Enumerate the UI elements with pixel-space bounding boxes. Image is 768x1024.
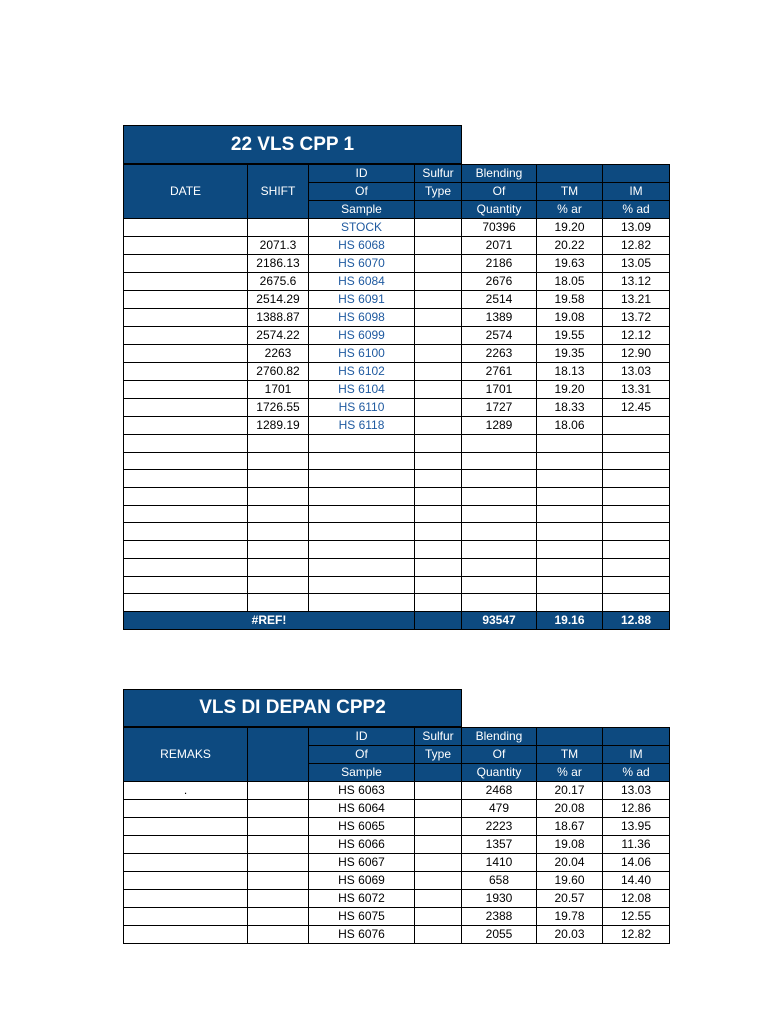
cell-sulfur (415, 488, 462, 506)
cell-sulfur (415, 818, 462, 836)
table-row (124, 836, 670, 854)
vls-depan-cpp2-table (123, 727, 670, 944)
cell-im: 12.82 (603, 926, 670, 944)
table-row (124, 399, 670, 417)
cell-tm (537, 523, 603, 541)
cell-im (603, 505, 670, 523)
header-remaks: REMAKS (124, 728, 248, 782)
table-row (124, 576, 670, 594)
table-row (124, 926, 670, 944)
cell-im: 13.95 (603, 818, 670, 836)
table-row (124, 309, 670, 327)
cell-date (124, 435, 248, 453)
cell-quantity: 2468 (462, 782, 537, 800)
table-row (124, 327, 670, 345)
cell-tm: 20.22 (537, 237, 603, 255)
cell-quantity: 479 (462, 800, 537, 818)
cell-id: HS 6066 (309, 836, 415, 854)
cell-sulfur (415, 470, 462, 488)
total-sulfur (415, 611, 462, 629)
cell-id (309, 576, 415, 594)
cell-tm (537, 541, 603, 559)
cell-remaks (124, 872, 248, 890)
header-id-line2: Of (309, 746, 415, 764)
cell-date (124, 488, 248, 506)
cell-quantity: 2263 (462, 345, 537, 363)
cell-blank (248, 800, 309, 818)
cell-id: HS 6102 (309, 363, 415, 381)
cell-sulfur (415, 800, 462, 818)
cell-shift (248, 488, 309, 506)
table-row (124, 890, 670, 908)
table-row (124, 273, 670, 291)
cell-tm: 19.08 (537, 836, 603, 854)
total-tm: 19.16 (537, 611, 603, 629)
cell-im (603, 452, 670, 470)
header-blending-line2: Of (462, 746, 537, 764)
cell-sulfur (415, 926, 462, 944)
cell-id: STOCK (309, 219, 415, 237)
cell-sulfur (415, 309, 462, 327)
cell-id: HS 6063 (309, 782, 415, 800)
header-id-line3: Sample (309, 764, 415, 782)
cell-sulfur (415, 291, 462, 309)
cell-im: 12.55 (603, 908, 670, 926)
cell-shift (248, 435, 309, 453)
cell-tm: 20.57 (537, 890, 603, 908)
cell-im: 12.90 (603, 345, 670, 363)
cell-id (309, 488, 415, 506)
cell-id: HS 6069 (309, 872, 415, 890)
cell-sulfur (415, 872, 462, 890)
cell-shift: 1701 (248, 381, 309, 399)
cell-quantity: 1701 (462, 381, 537, 399)
cell-tm: 18.13 (537, 363, 603, 381)
cell-date (124, 399, 248, 417)
cell-quantity: 1727 (462, 399, 537, 417)
cell-shift: 2186.13 (248, 255, 309, 273)
cell-date (124, 452, 248, 470)
table-row (124, 818, 670, 836)
table-row (124, 452, 670, 470)
table1-total-row (124, 611, 670, 629)
header-id-line1: ID (309, 165, 415, 183)
header-im-blank (603, 728, 670, 746)
cell-remaks (124, 818, 248, 836)
cell-sulfur (415, 399, 462, 417)
header-blank (248, 728, 309, 782)
cell-sulfur (415, 890, 462, 908)
cell-quantity (462, 488, 537, 506)
header-tm: TM (537, 746, 603, 764)
header-sulfur-line3 (415, 764, 462, 782)
cell-im (603, 594, 670, 612)
cell-quantity (462, 505, 537, 523)
cell-shift (248, 505, 309, 523)
table-row (124, 219, 670, 237)
cell-im (603, 435, 670, 453)
header-blending-line1: Blending (462, 728, 537, 746)
cell-id: HS 6065 (309, 818, 415, 836)
cell-id: HS 6084 (309, 273, 415, 291)
cell-date (124, 505, 248, 523)
cell-id: HS 6075 (309, 908, 415, 926)
cell-id: HS 6099 (309, 327, 415, 345)
cell-quantity: 658 (462, 872, 537, 890)
cell-shift (248, 576, 309, 594)
cell-quantity: 70396 (462, 219, 537, 237)
cell-date (124, 558, 248, 576)
cell-shift: 2760.82 (248, 363, 309, 381)
cell-im (603, 470, 670, 488)
cell-date (124, 345, 248, 363)
cell-tm: 20.03 (537, 926, 603, 944)
cell-shift (248, 470, 309, 488)
cell-quantity: 2388 (462, 908, 537, 926)
cell-im: 13.05 (603, 255, 670, 273)
cell-quantity (462, 594, 537, 612)
header-im-unit: % ad (603, 201, 670, 219)
table2-body (124, 782, 670, 944)
header-sulfur-line2: Type (415, 746, 462, 764)
cell-date (124, 309, 248, 327)
cell-remaks (124, 890, 248, 908)
cell-id: HS 6118 (309, 417, 415, 435)
table-row (124, 417, 670, 435)
cell-im: 14.40 (603, 872, 670, 890)
cell-remaks (124, 926, 248, 944)
cell-tm (537, 505, 603, 523)
cell-tm (537, 558, 603, 576)
header-im: IM (603, 746, 670, 764)
cell-date (124, 363, 248, 381)
cell-tm: 20.08 (537, 800, 603, 818)
cell-sulfur (415, 558, 462, 576)
cell-blank (248, 890, 309, 908)
cell-sulfur (415, 417, 462, 435)
cell-remaks: . (124, 782, 248, 800)
header-tm-unit: % ar (537, 201, 603, 219)
total-label: #REF! (124, 611, 415, 629)
cell-id: HS 6098 (309, 309, 415, 327)
cell-im: 13.03 (603, 363, 670, 381)
table-row (124, 782, 670, 800)
header-tm: TM (537, 183, 603, 201)
cell-quantity: 2761 (462, 363, 537, 381)
header-blending-line1: Blending (462, 165, 537, 183)
cell-date (124, 541, 248, 559)
cell-tm: 19.35 (537, 345, 603, 363)
cell-id (309, 558, 415, 576)
cell-im (603, 523, 670, 541)
cell-im: 12.86 (603, 800, 670, 818)
cell-quantity: 2071 (462, 237, 537, 255)
cell-shift (248, 452, 309, 470)
cell-sulfur (415, 576, 462, 594)
cell-id (309, 452, 415, 470)
table-row (124, 523, 670, 541)
cell-tm: 19.60 (537, 872, 603, 890)
cell-tm: 18.67 (537, 818, 603, 836)
cell-quantity (462, 452, 537, 470)
cell-quantity: 2055 (462, 926, 537, 944)
cell-remaks (124, 800, 248, 818)
cell-id: HS 6104 (309, 381, 415, 399)
cell-sulfur (415, 594, 462, 612)
vls-cpp1-table (123, 164, 670, 630)
cell-quantity (462, 558, 537, 576)
cell-sulfur (415, 452, 462, 470)
cell-date (124, 576, 248, 594)
table2-title: VLS DI DEPAN CPP2 (123, 689, 462, 727)
cell-sulfur (415, 836, 462, 854)
cell-sulfur (415, 908, 462, 926)
cell-date (124, 327, 248, 345)
cell-sulfur (415, 273, 462, 291)
cell-shift (248, 594, 309, 612)
cell-im: 11.36 (603, 836, 670, 854)
cell-sulfur (415, 237, 462, 255)
header-im-blank (603, 165, 670, 183)
header-blending-line3: Quantity (462, 201, 537, 219)
cell-quantity: 2574 (462, 327, 537, 345)
cell-tm: 18.05 (537, 273, 603, 291)
cell-date (124, 255, 248, 273)
cell-tm: 19.20 (537, 219, 603, 237)
table-row (124, 854, 670, 872)
cell-id: HS 6100 (309, 345, 415, 363)
cell-quantity (462, 523, 537, 541)
table1-title: 22 VLS CPP 1 (123, 125, 462, 164)
cell-sulfur (415, 435, 462, 453)
cell-date (124, 594, 248, 612)
cell-sulfur (415, 255, 462, 273)
cell-blank (248, 854, 309, 872)
table-row (124, 237, 670, 255)
cell-date (124, 273, 248, 291)
table-row (124, 363, 670, 381)
cell-shift: 2514.29 (248, 291, 309, 309)
cell-shift (248, 558, 309, 576)
cell-tm: 19.08 (537, 309, 603, 327)
cell-id (309, 505, 415, 523)
table-row (124, 558, 670, 576)
cell-quantity (462, 576, 537, 594)
cell-im (603, 558, 670, 576)
cell-im: 13.31 (603, 381, 670, 399)
cell-id: HS 6076 (309, 926, 415, 944)
cell-shift: 1388.87 (248, 309, 309, 327)
cell-quantity: 1930 (462, 890, 537, 908)
cell-id: HS 6091 (309, 291, 415, 309)
cell-tm: 20.17 (537, 782, 603, 800)
cell-im: 13.21 (603, 291, 670, 309)
cell-blank (248, 782, 309, 800)
header-im: IM (603, 183, 670, 201)
table-row (124, 345, 670, 363)
cell-remaks (124, 908, 248, 926)
total-im: 12.88 (603, 611, 670, 629)
cell-id: HS 6064 (309, 800, 415, 818)
cell-tm (537, 594, 603, 612)
table-row (124, 594, 670, 612)
cell-id (309, 435, 415, 453)
header-id-line3: Sample (309, 201, 415, 219)
cell-shift (248, 541, 309, 559)
cell-sulfur (415, 327, 462, 345)
cell-quantity: 1410 (462, 854, 537, 872)
table-row (124, 908, 670, 926)
cell-blank (248, 818, 309, 836)
cell-shift (248, 523, 309, 541)
cell-date (124, 417, 248, 435)
cell-tm (537, 488, 603, 506)
cell-sulfur (415, 523, 462, 541)
cell-shift: 2263 (248, 345, 309, 363)
cell-shift: 1289.19 (248, 417, 309, 435)
cell-im: 12.45 (603, 399, 670, 417)
cell-sulfur (415, 219, 462, 237)
table-row (124, 488, 670, 506)
cell-blank (248, 926, 309, 944)
table-row (124, 800, 670, 818)
header-tm-unit: % ar (537, 764, 603, 782)
cell-shift: 2675.6 (248, 273, 309, 291)
cell-remaks (124, 854, 248, 872)
cell-im: 12.12 (603, 327, 670, 345)
cell-quantity: 1389 (462, 309, 537, 327)
cell-sulfur (415, 363, 462, 381)
cell-shift (248, 219, 309, 237)
header-date: DATE (124, 165, 248, 219)
cell-im: 13.12 (603, 273, 670, 291)
header-im-unit: % ad (603, 764, 670, 782)
table-row (124, 505, 670, 523)
cell-id (309, 541, 415, 559)
cell-blank (248, 836, 309, 854)
header-blending-line2: Of (462, 183, 537, 201)
cell-shift: 1726.55 (248, 399, 309, 417)
table-row (124, 255, 670, 273)
cell-tm: 19.58 (537, 291, 603, 309)
table1-body (124, 219, 670, 612)
cell-tm: 19.55 (537, 327, 603, 345)
cell-shift: 2574.22 (248, 327, 309, 345)
cell-date (124, 381, 248, 399)
cell-id (309, 594, 415, 612)
cell-im: 14.06 (603, 854, 670, 872)
table-row (124, 541, 670, 559)
cell-quantity: 1289 (462, 417, 537, 435)
cell-blank (248, 908, 309, 926)
cell-quantity (462, 470, 537, 488)
cell-tm: 19.63 (537, 255, 603, 273)
cell-im (603, 417, 670, 435)
header-sulfur-line1: Sulfur (415, 165, 462, 183)
cell-date (124, 523, 248, 541)
cell-id: HS 6070 (309, 255, 415, 273)
header-blending-line3: Quantity (462, 764, 537, 782)
cell-tm: 19.20 (537, 381, 603, 399)
table-row (124, 470, 670, 488)
cell-tm (537, 452, 603, 470)
header-tm-blank (537, 728, 603, 746)
header-sulfur-line1: Sulfur (415, 728, 462, 746)
cell-sulfur (415, 782, 462, 800)
cell-im: 13.09 (603, 219, 670, 237)
cell-tm: 20.04 (537, 854, 603, 872)
total-quantity: 93547 (462, 611, 537, 629)
cell-im (603, 541, 670, 559)
cell-quantity: 1357 (462, 836, 537, 854)
cell-id: HS 6067 (309, 854, 415, 872)
cell-quantity: 2514 (462, 291, 537, 309)
table-row (124, 872, 670, 890)
cell-im: 12.08 (603, 890, 670, 908)
cell-tm (537, 435, 603, 453)
cell-blank (248, 872, 309, 890)
cell-tm (537, 470, 603, 488)
cell-shift: 2071.3 (248, 237, 309, 255)
cell-quantity (462, 541, 537, 559)
table-row (124, 291, 670, 309)
header-id-line2: Of (309, 183, 415, 201)
cell-quantity: 2186 (462, 255, 537, 273)
cell-im: 13.72 (603, 309, 670, 327)
cell-date (124, 470, 248, 488)
header-id-line1: ID (309, 728, 415, 746)
cell-tm (537, 576, 603, 594)
table-row (124, 435, 670, 453)
cell-date (124, 219, 248, 237)
cell-tm: 18.33 (537, 399, 603, 417)
cell-id: HS 6110 (309, 399, 415, 417)
table-row (124, 381, 670, 399)
cell-sulfur (415, 381, 462, 399)
cell-im (603, 488, 670, 506)
header-sulfur-line3 (415, 201, 462, 219)
cell-quantity (462, 435, 537, 453)
cell-sulfur (415, 345, 462, 363)
cell-im: 12.82 (603, 237, 670, 255)
cell-sulfur (415, 854, 462, 872)
cell-tm: 18.06 (537, 417, 603, 435)
header-sulfur-line2: Type (415, 183, 462, 201)
cell-remaks (124, 836, 248, 854)
cell-id: HS 6068 (309, 237, 415, 255)
cell-date (124, 291, 248, 309)
cell-quantity: 2676 (462, 273, 537, 291)
cell-date (124, 237, 248, 255)
cell-id (309, 523, 415, 541)
header-shift: SHIFT (248, 165, 309, 219)
cell-quantity: 2223 (462, 818, 537, 836)
cell-id: HS 6072 (309, 890, 415, 908)
cell-sulfur (415, 541, 462, 559)
cell-tm: 19.78 (537, 908, 603, 926)
cell-id (309, 470, 415, 488)
cell-im: 13.03 (603, 782, 670, 800)
cell-sulfur (415, 505, 462, 523)
cell-im (603, 576, 670, 594)
header-tm-blank (537, 165, 603, 183)
